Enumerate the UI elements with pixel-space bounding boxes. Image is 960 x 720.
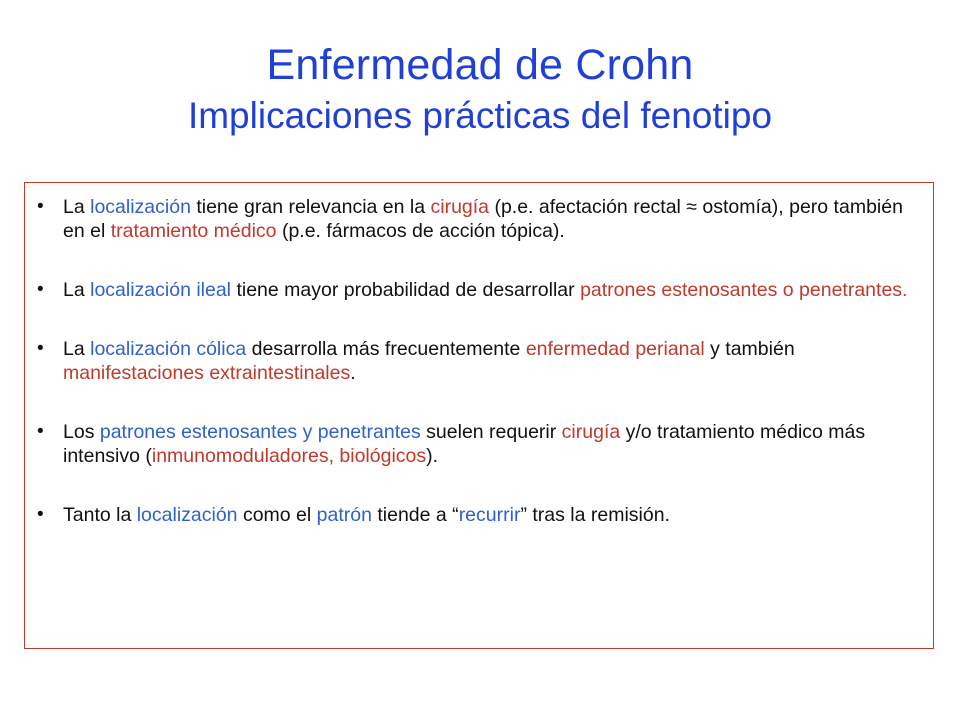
highlight-segment: cirugía <box>561 421 621 443</box>
title-subtitle: Implicaciones prácticas del fenotipo <box>187 95 773 136</box>
highlight-segment: manifestaciones extraintestinales <box>63 362 351 384</box>
content-box <box>24 182 934 649</box>
text-segment: La <box>63 338 91 360</box>
text-segment: y/o tratamiento médico más intensivo ( <box>63 421 866 467</box>
bullet-text <box>63 338 795 384</box>
bullet-dot-icon: • <box>37 338 44 359</box>
text-segment: (p.e. afectación rectal ≈ ostomía), pero también en el <box>63 196 903 242</box>
highlight-segment: localización <box>90 196 191 218</box>
text-segment: ). <box>426 445 439 467</box>
text-segment: La <box>63 279 91 301</box>
text-segment: Tanto la <box>63 504 137 526</box>
text-segment: . <box>350 362 356 384</box>
bullet-item <box>37 195 922 243</box>
bullet-dot-icon: • <box>37 196 44 217</box>
bullet-item <box>37 337 922 385</box>
highlight-segment: inmunomoduladores, biológicos <box>151 445 427 467</box>
bullet-text <box>63 279 907 301</box>
highlight-segment: enfermedad perianal <box>525 338 705 360</box>
highlight-segment: localización ileal <box>90 279 232 301</box>
bullet-item <box>37 278 922 302</box>
bullet-text <box>63 196 903 242</box>
bullet-text <box>63 421 865 467</box>
bullet-dot-icon: • <box>37 421 44 442</box>
bullet-item <box>37 420 922 468</box>
text-segment: y también <box>704 338 795 360</box>
highlight-segment: patrones estenosantes o penetrantes. <box>580 279 908 301</box>
text-segment: tiene mayor probabilidad de desarrollar <box>231 279 581 301</box>
text-segment: suelen requerir <box>420 421 562 443</box>
highlight-segment: patrón <box>316 504 372 526</box>
bullet-text <box>63 504 670 526</box>
text-segment: como el <box>237 504 317 526</box>
highlight-segment: recurrir <box>458 504 521 526</box>
text-segment: desarrolla más frecuentemente <box>246 338 526 360</box>
text-segment: (p.e. fármacos de acción tópica). <box>276 220 565 242</box>
text-segment: Los <box>63 421 100 443</box>
highlight-segment: localización cólica <box>90 338 247 360</box>
highlight-segment: localización <box>136 504 238 526</box>
text-segment: La <box>63 196 91 218</box>
title-main: Enfermedad de Crohn <box>266 41 694 89</box>
bullet-dot-icon: • <box>37 504 44 525</box>
bullet-dot-icon: • <box>37 279 44 300</box>
slide-title <box>0 38 960 140</box>
bullet-list <box>37 195 922 527</box>
highlight-segment: cirugía <box>430 196 490 218</box>
highlight-segment: patrones estenosantes y penetrantes <box>99 421 421 443</box>
text-segment: tiene gran relevancia en la <box>190 196 431 218</box>
text-segment: tiende a “ <box>371 504 459 526</box>
highlight-segment: tratamiento médico <box>110 220 277 242</box>
bullet-item <box>37 503 922 527</box>
text-segment: ” tras la remisión. <box>520 504 670 526</box>
